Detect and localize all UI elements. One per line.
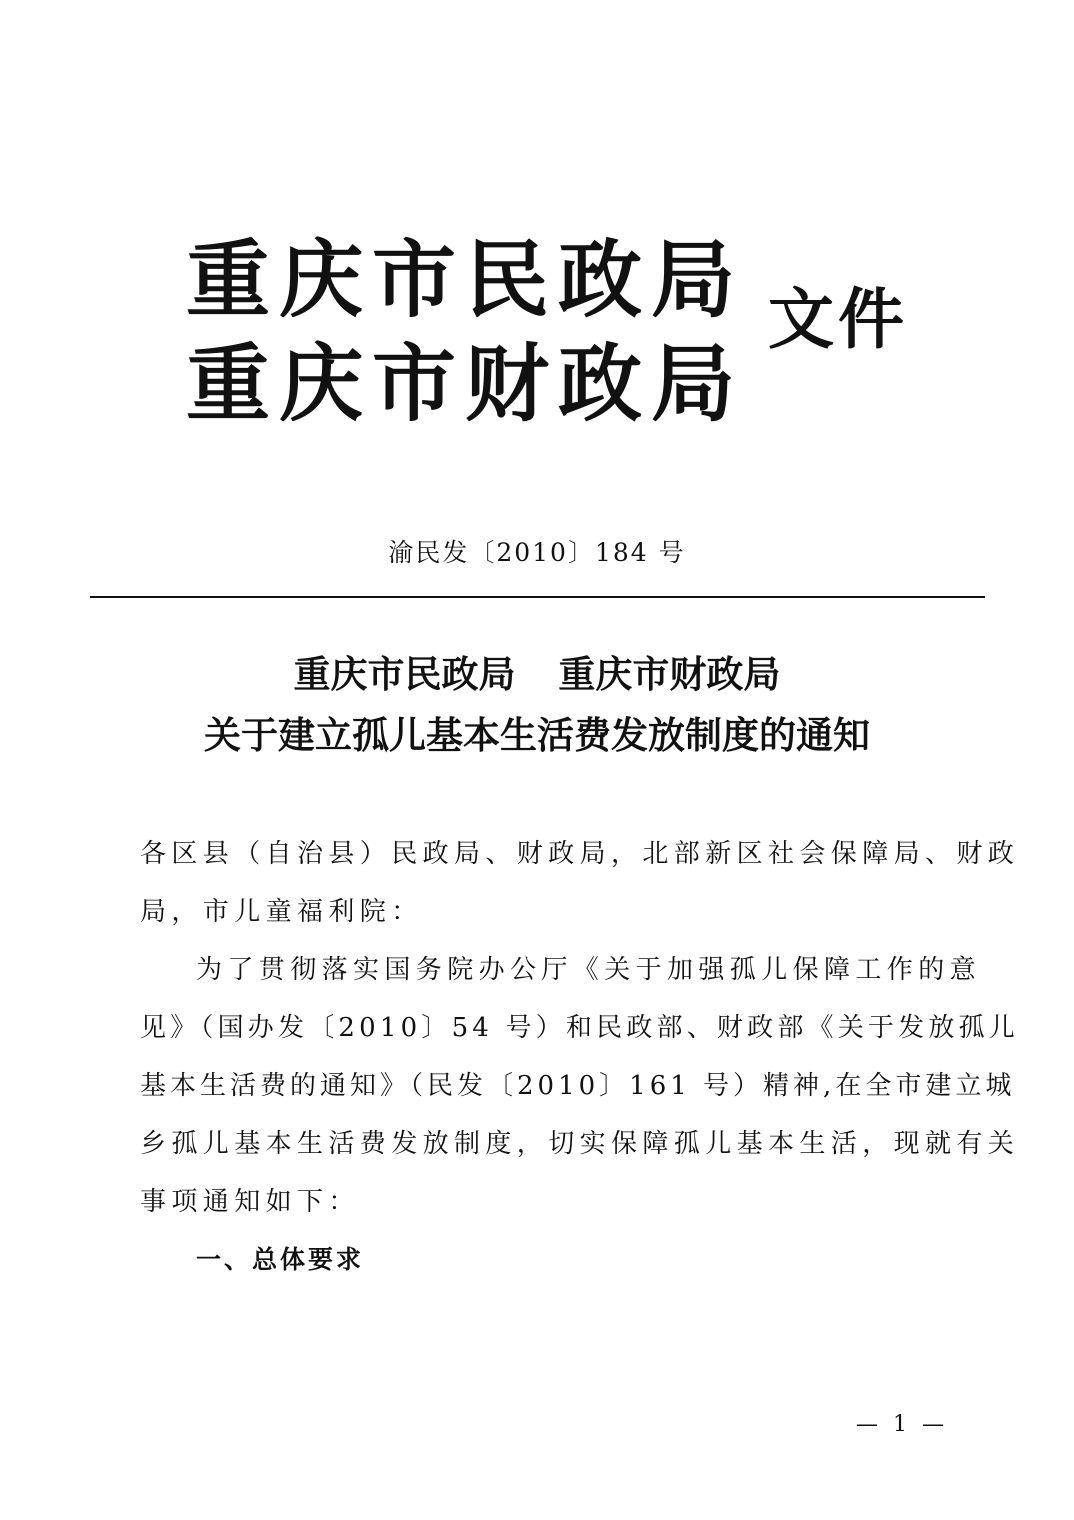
section-heading: 一、总体要求: [196, 1245, 365, 1274]
body-line: 乡孤儿基本生活费发放制度，切实保障孤儿基本生活，现就有关: [140, 1129, 1020, 1159]
body-line: 各区县（自治县）民政局、财政局，北部新区社会保障局、财政: [140, 839, 1020, 869]
document-title-subject: 关于建立孤儿基本生活费发放制度的通知: [204, 713, 870, 757]
body-line: 局，市儿童福利院：: [140, 897, 423, 927]
document-type-label: 文件: [768, 280, 908, 358]
body-line: 为了贯彻落实国务院办公厅《关于加强孤儿保障工作的意: [196, 955, 982, 985]
body-line: 见》（国办发〔2010〕54 号）和民政部、财政部《关于发放孤儿: [140, 1013, 1019, 1043]
body-line: 基本生活费的通知》（民发〔2010〕161 号）精神,在全市建立城: [140, 1071, 1016, 1101]
document-title-issuers: 重庆市民政局 重庆市财政局: [293, 652, 781, 696]
page-number: — 1 —: [856, 1412, 948, 1437]
issuer-name-civil-affairs: 重庆市民政局: [186, 230, 745, 329]
body-line: 事项通知如下：: [140, 1187, 360, 1217]
document-number: 渝民发〔2010〕184 号: [388, 538, 686, 567]
header-divider: [90, 596, 985, 598]
issuer-name-finance: 重庆市财政局: [186, 334, 745, 433]
